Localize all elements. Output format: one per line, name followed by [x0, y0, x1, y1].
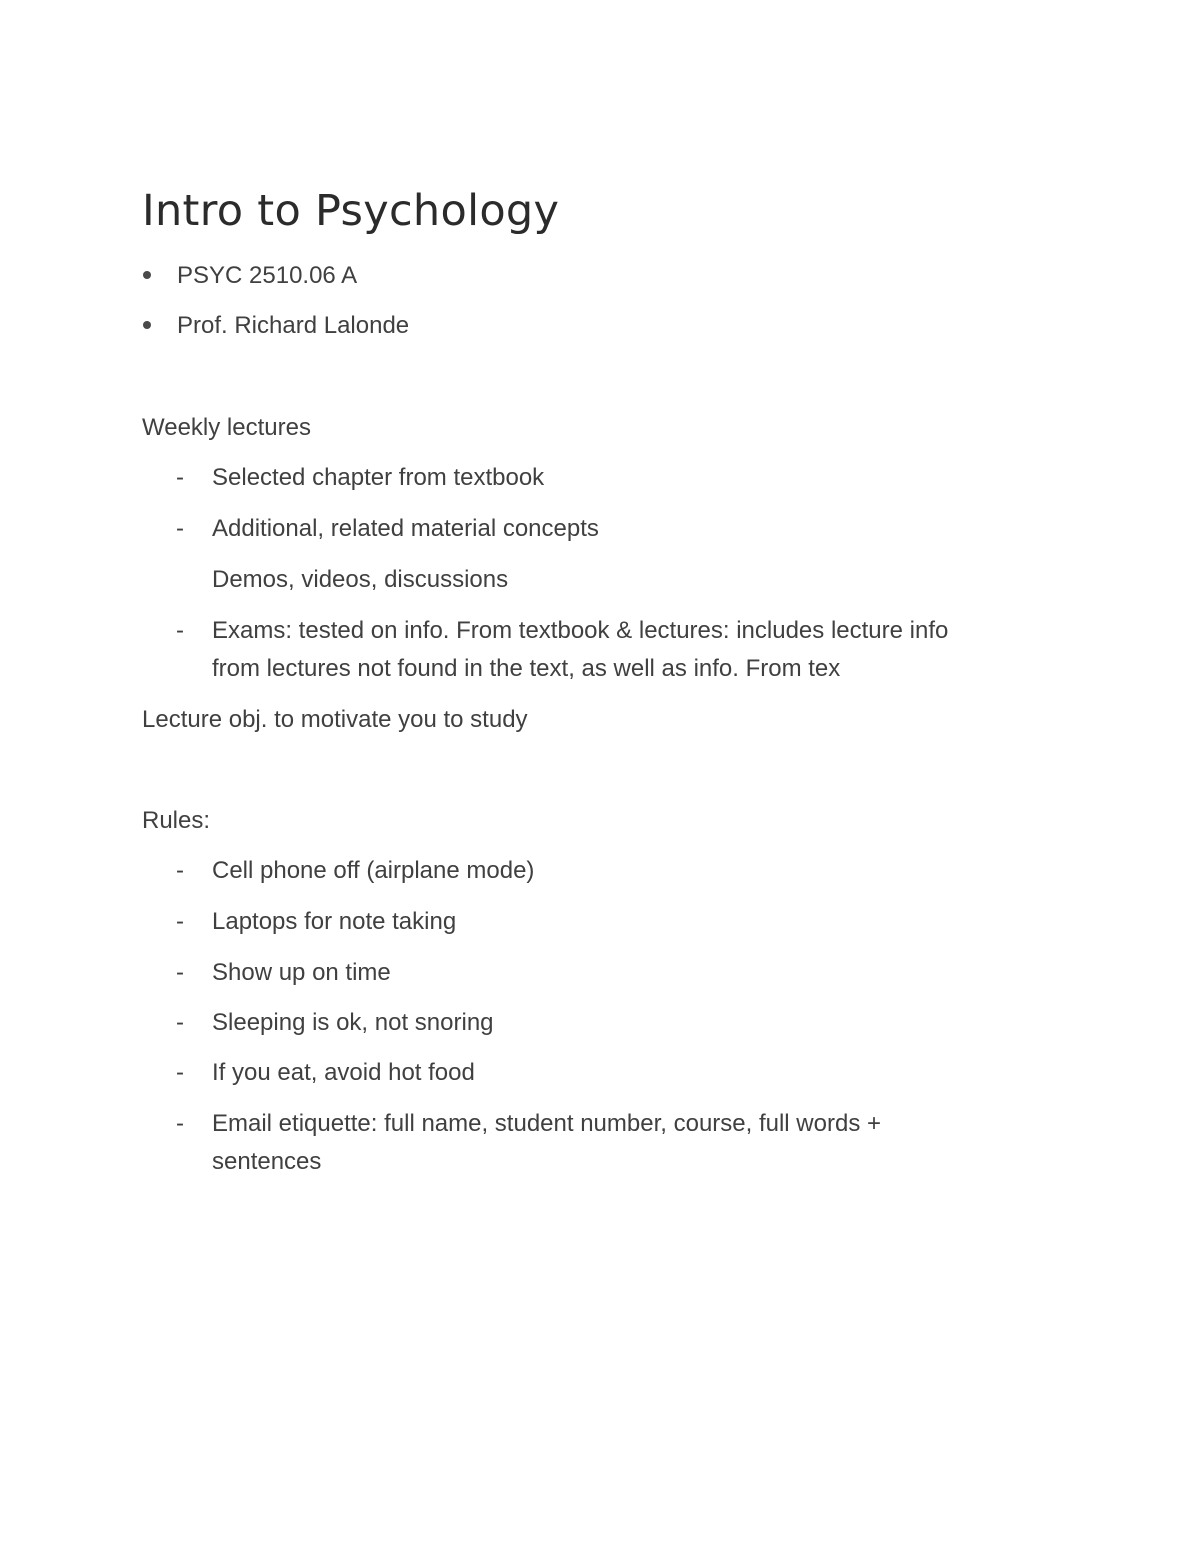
list-item: Exams: tested on info. From textbook & lectures: includes lecture info	[212, 617, 949, 644]
rule-item: Show up on time	[212, 959, 391, 986]
bullet-dot-icon	[143, 271, 151, 279]
lecture-objective: Lecture obj. to motivate you to study	[142, 706, 528, 733]
rule-item: Email etiquette: full name, student number, course, full words +	[212, 1110, 882, 1137]
dash-marker: -	[176, 464, 184, 491]
dash-marker: -	[176, 515, 184, 542]
rule-item: Sleeping is ok, not snoring	[212, 1009, 494, 1036]
dash-marker: -	[176, 959, 184, 986]
list-item: Selected chapter from textbook	[212, 464, 545, 491]
dash-marker: -	[176, 908, 184, 935]
course-code: PSYC 2510.06 A	[177, 262, 358, 289]
bullet-dot-icon	[143, 321, 151, 329]
professor-name: Prof. Richard Lalonde	[177, 312, 410, 339]
rules-heading: Rules:	[142, 807, 211, 834]
dash-marker: -	[176, 1009, 184, 1036]
rule-item: Laptops for note taking	[212, 908, 457, 935]
list-item: Additional, related material concepts	[212, 515, 599, 542]
document-title: Intro to Psychology	[142, 186, 560, 236]
list-item-continuation: from lectures not found in the text, as well as info. From tex	[212, 655, 841, 682]
list-sub-item: Demos, videos, discussions	[212, 566, 509, 593]
dash-marker: -	[176, 617, 184, 644]
dash-marker: -	[176, 1059, 184, 1086]
rule-item: If you eat, avoid hot food	[212, 1059, 475, 1086]
dash-marker: -	[176, 857, 184, 884]
rule-item-continuation: sentences	[212, 1148, 322, 1175]
dash-marker: -	[176, 1110, 184, 1137]
weekly-lectures-heading: Weekly lectures	[142, 414, 311, 441]
rule-item: Cell phone off (airplane mode)	[212, 857, 535, 884]
